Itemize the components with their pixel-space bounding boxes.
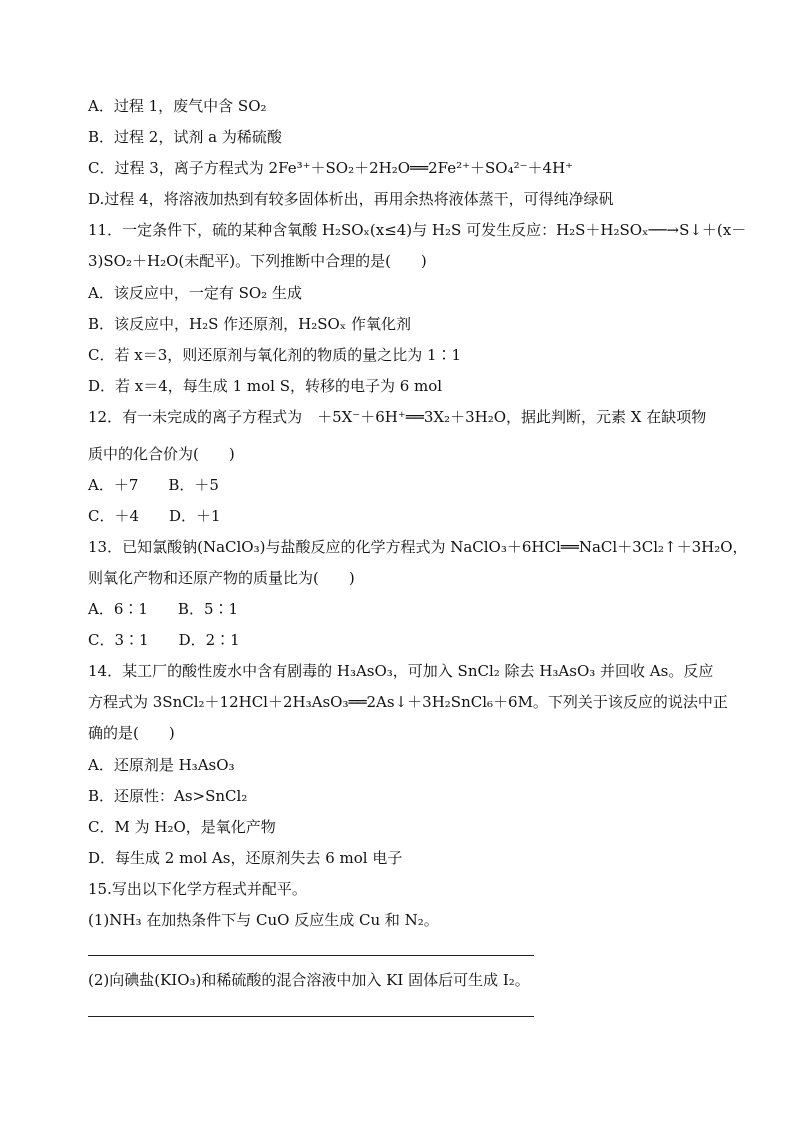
option-c-q10: C．过程 3，离子方程式为 2Fe³⁺＋SO₂＋2H₂O══2Fe²⁺＋SO₄²⁻＋4H⁺ xyxy=(88,159,574,177)
option-c-q14: C．M 为 H₂O，是氧化产物 xyxy=(88,818,276,836)
answer-line-2 xyxy=(88,1016,534,1017)
question-13-line-2: 则氧化产物和还原产物的质量比为( ) xyxy=(88,569,355,587)
question-14-line-1: 14．某工厂的酸性废水中含有剧毒的 H₃AsO₃，可加入 SnCl₂ 除去 H₃AsO₃ 并回收 As。反应 xyxy=(88,662,714,680)
answer-line-1 xyxy=(88,955,534,956)
option-b-q14: B．还原性：As>SnCl₂ xyxy=(88,787,248,805)
question-13-line-1: 13．已知氯酸钠(NaClO₃)与盐酸反应的化学方程式为 NaClO₃＋6HCl══NaCl＋3Cl₂↑＋3H₂O， xyxy=(88,538,748,556)
option-d-q10: D.过程 4，将溶液加热到有较多固体析出，再用余热将液体蒸干，可得纯净绿矾 xyxy=(88,190,614,208)
option-d-q14: D．每生成 2 mol As，还原剂失去 6 mol 电子 xyxy=(88,849,403,867)
option-c-q11: C．若 x＝3，则还原剂与氧化剂的物质的量之比为 1∶1 xyxy=(88,346,462,364)
question-12-line-1: 12．有一未完成的离子方程式为 ＋5X⁻＋6H⁺══3X₂＋3H₂O，据此判断，元素 X 在缺项物 xyxy=(88,408,707,426)
question-12-line-2: 质中的化合价为( ) xyxy=(88,445,235,463)
question-14-line-3: 确的是( ) xyxy=(88,724,175,742)
option-a-q10: A．过程 1，废气中含 SO₂ xyxy=(88,97,267,115)
option-b-q10: B．过程 2，试剂 a 为稀硫酸 xyxy=(88,128,282,146)
question-15-part-2: (2)向碘盐(KIO₃)和稀硫酸的混合溶液中加入 KI 固体后可生成 I₂。 xyxy=(88,971,530,989)
option-d-q11: D．若 x＝4，每生成 1 mol S，转移的电子为 6 mol xyxy=(88,377,443,395)
option-a-q11: A．该反应中，一定有 SO₂ 生成 xyxy=(88,284,302,302)
question-11-line-2: 3)SO₂＋H₂O(未配平)。下列推断中合理的是( ) xyxy=(88,252,427,270)
question-15-part-1: (1)NH₃ 在加热条件下与 CuO 反应生成 Cu 和 N₂。 xyxy=(88,911,439,929)
options-ab-q12: A．＋7 B．＋5 xyxy=(88,476,219,494)
question-15: 15.写出以下化学方程式并配平。 xyxy=(88,880,307,898)
options-cd-q12: C．＋4 D．＋1 xyxy=(88,507,221,525)
question-11-line-1: 11．一定条件下，硫的某种含氧酸 H₂SOₓ(x≤4)与 H₂S 可发生反应：H₂S＋H₂SOₓ──→S↓＋(x－ xyxy=(88,221,747,239)
option-b-q11: B．该反应中，H₂S 作还原剂，H₂SOₓ 作氧化剂 xyxy=(88,315,411,333)
question-14-line-2: 方程式为 3SnCl₂＋12HCl＋2H₃AsO₃══2As↓＋3H₂SnCl₆＋6M。下列关于该反应的说法中正 xyxy=(88,693,728,711)
option-a-q14: A．还原剂是 H₃AsO₃ xyxy=(88,756,235,774)
options-ab-q13: A．6∶1 B．5∶1 xyxy=(88,600,239,618)
options-cd-q13: C．3∶1 D．2∶1 xyxy=(88,631,240,649)
